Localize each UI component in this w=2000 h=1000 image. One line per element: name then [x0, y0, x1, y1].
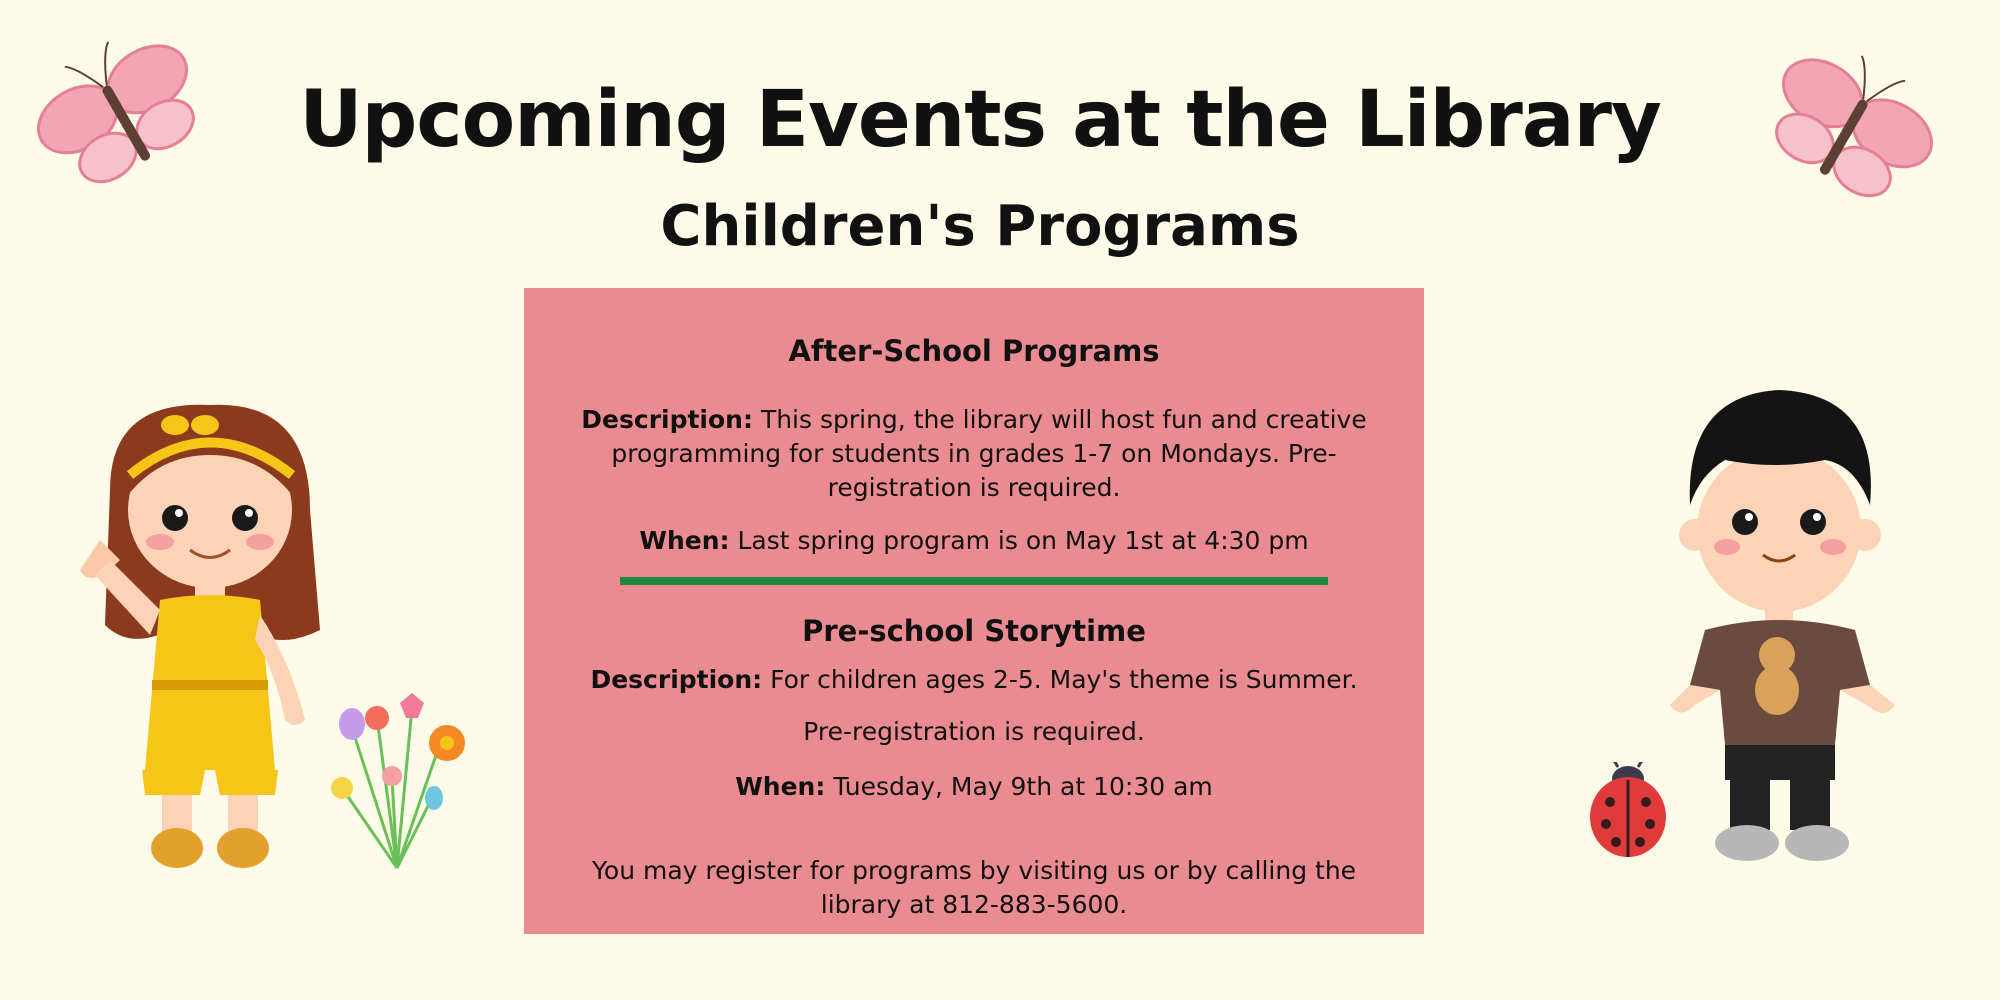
when-text: Last spring program is on May 1st at 4:30 pm: [737, 526, 1309, 555]
when-label: When:: [639, 526, 730, 555]
events-panel: [524, 288, 1424, 934]
registration-info: You may register for programs by visiting us or by calling the library at 812-883-5600.: [591, 856, 1357, 919]
after-school-when: [568, 524, 1380, 558]
storytime-when: [568, 770, 1380, 804]
after-school-description: [568, 403, 1380, 505]
page-title: Upcoming Events at the Library: [299, 75, 1661, 165]
when-text: Tuesday, May 9th at 10:30 am: [833, 772, 1213, 801]
page-subtitle: Children's Programs: [660, 194, 1300, 259]
ladybug-icon: [1588, 762, 1668, 858]
flower-bouquet-icon: [322, 688, 472, 870]
storytime-preregistration: Pre-registration is required.: [803, 717, 1145, 746]
description-label: Description:: [581, 405, 753, 434]
description-text: For children ages 2-5. May's theme is Summer.: [770, 665, 1358, 694]
after-school-title: After-School Programs: [788, 334, 1160, 368]
girl-illustration: [80, 400, 340, 880]
when-label: When:: [735, 772, 826, 801]
description-text: This spring, the library will host fun and creative programming for students in grades 1-7 on Mondays. Pre-registration is required.: [611, 405, 1367, 502]
section-divider: [620, 577, 1328, 585]
storytime-description: [568, 663, 1380, 697]
boy-illustration: [1665, 385, 1905, 875]
storytime-title: Pre-school Storytime: [802, 614, 1146, 648]
description-label: Description:: [590, 665, 763, 694]
